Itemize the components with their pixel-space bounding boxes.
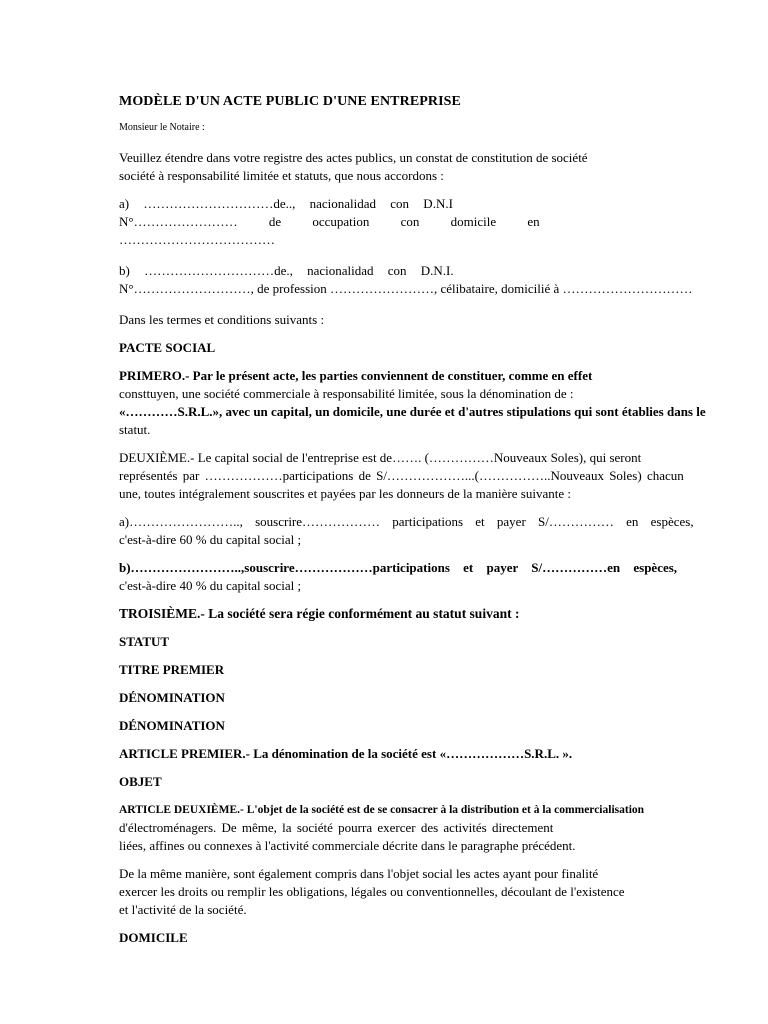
party-a-line-2: N°…………………… de occupation con domicile en	[119, 214, 540, 229]
party-b-line-1: b) …………………………de., nacionalidad con D.N.I.	[119, 263, 454, 278]
heading-pacte-social: PACTE SOCIAL	[119, 340, 216, 355]
meme-maniere-line-2: exercer les droits ou remplir les obligations, légales ou conventionnelles, découlant de l'existence	[119, 884, 625, 899]
salutation: Monsieur le Notaire :	[119, 122, 205, 133]
deuxieme-paragraph	[119, 449, 684, 503]
primero-line-4: statut.	[119, 422, 151, 437]
heading-statut: STATUT	[119, 634, 170, 649]
deuxieme-line-2: représentés par ………………participations de S/………………...(……………..Nouveaux Soles) chacun	[119, 468, 684, 483]
document-title: MODÈLE D'UN ACTE PUBLIC D'UNE ENTREPRISE	[119, 94, 461, 109]
article-deuxieme-paragraph	[119, 801, 671, 855]
party-a-paragraph	[119, 195, 671, 249]
party-b-paragraph	[119, 262, 693, 298]
alloc-a-paragraph	[119, 513, 694, 549]
heading-domicile: DOMICILE	[119, 930, 188, 945]
article-deuxieme-line-3: liées, affines ou connexes à l'activité commerciale décrite dans le paragraphe précédent.	[119, 838, 576, 853]
alloc-a-line-1: a)…………………….., souscrire……………… participations et payer S/…………… en espèces,	[119, 514, 694, 529]
heading-troisieme: TROISIÈME.- La société sera régie conformément au statut suivant :	[119, 606, 520, 621]
party-a-line-1: a) …………………………de.., nacionalidad con D.N.I	[119, 196, 453, 211]
primero-line-1: PRIMERO.- Par le présent acte, les parties conviennent de constituer, comme en effet	[119, 368, 593, 383]
intro-line-2: société à responsabilité limitée et statuts, que nous accordons :	[119, 168, 444, 183]
alloc-a-line-2: c'est-à-dire 60 % du capital social ;	[119, 532, 302, 547]
party-b-line-2: N°………………………, de profession ……………………, célibataire, domicilié à …………………………	[119, 281, 693, 296]
article-deuxieme-line-2: d'électroménagers. De même, la société pourra exercer des activités directement	[119, 820, 554, 835]
intro-paragraph	[119, 149, 671, 185]
heading-denomination-1: DÉNOMINATION	[119, 690, 225, 705]
meme-maniere-line-1: De la même manière, sont également compris dans l'objet social les actes ayant pour finalité	[119, 866, 599, 881]
heading-objet: OBJET	[119, 774, 162, 789]
intro-line-1: Veuillez étendre dans votre registre des actes publics, un constat de constitution de société	[119, 150, 588, 165]
article-premier: ARTICLE PREMIER.- La dénomination de la société est «………………S.R.L. ».	[119, 746, 573, 761]
meme-maniere-paragraph	[119, 865, 671, 919]
deuxieme-line-1: DEUXIÈME.- Le capital social de l'entreprise est de……. (……………Nouveaux Soles), qui seront	[119, 450, 642, 465]
heading-titre-premier: TITRE PREMIER	[119, 662, 225, 677]
alloc-b-line-1: b)……………………..,souscrire………………participations et payer S/……………en espèces,	[119, 560, 678, 575]
heading-denomination-2: DÉNOMINATION	[119, 718, 225, 733]
terms-intro: Dans les termes et conditions suivants :	[119, 312, 325, 327]
alloc-b-paragraph	[119, 559, 678, 595]
primero-paragraph	[119, 367, 706, 439]
deuxieme-line-3: une, toutes intégralement souscrites et payées par les donneurs de la manière suivante :	[119, 486, 571, 501]
primero-line-2: consttuyen, une société commerciale à responsabilité limitée, sous la dénomination de :	[119, 386, 574, 401]
meme-maniere-line-3: et l'activité de la société.	[119, 902, 247, 917]
party-a-line-3: ………………………………	[119, 232, 275, 247]
document-body	[119, 94, 706, 957]
article-deuxieme-line-1: ARTICLE DEUXIÈME.- L'objet de la société est de se consacrer à la distribution et à la commercialisation	[119, 804, 645, 816]
alloc-b-line-2: c'est-à-dire 40 % du capital social ;	[119, 578, 302, 593]
primero-line-3: «…………S.R.L.», avec un capital, un domicile, une durée et d'autres stipulations qui sont établies dans le	[119, 404, 706, 419]
